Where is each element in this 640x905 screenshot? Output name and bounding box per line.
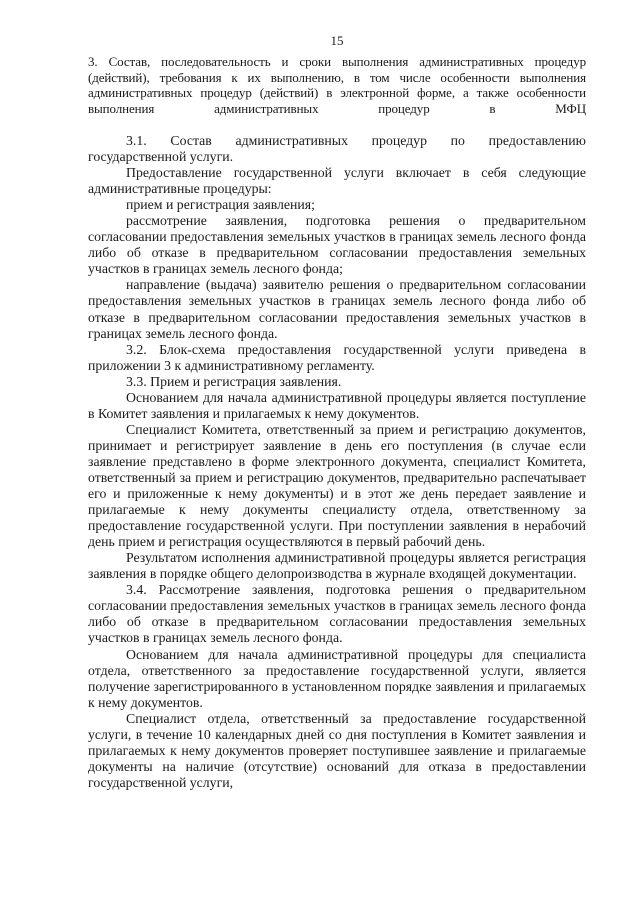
paragraph-3-3: 3.3. Прием и регистрация заявления.: [126, 373, 342, 389]
paragraph-basis-review: Основанием для начала административной процедуры для специалиста отдела, ответственного за предоставление государственной услуги, является получение зарегистрированного в установленном порядке заявления и прилагаемых к нему документов.: [88, 646, 586, 710]
paragraph-3-1: 3.1. Состав административных процедур по предоставлению государственной услуги.: [88, 133, 586, 165]
section-heading: 3. Состав, последовательность и сроки выполнения административных процедур (действий), требования к их выполнению, в том числе особенности выполнения административных процедур (действий) в электронной форме, а также особенности выполнения административных процедур в МФЦ: [88, 54, 586, 116]
paragraph-result-registration: Результатом исполнения административной процедуры является регистрация заявления в порядке общего делопроизводства в журнале входящей документации.: [88, 550, 586, 582]
list-item-reception: прием и регистрация заявления;: [126, 197, 315, 213]
paragraph-3-4: 3.4. Рассмотрение заявления, подготовка решения о предварительном согласовании предоставления земельных участков в границах земель лесного фонда либо об отказе в предварительном согласовании предоставления земельных участков в границах земель лесного фонда.: [88, 582, 586, 646]
paragraph-specialist-review: Специалист отдела, ответственный за предоставление государственной услуги, в течение 10 календарных дней со дня поступления в Комитет заявления и прилагаемых к нему документов проверяет поступившее заявление и прилагаемые документы на наличие (отсутствие) оснований для отказа в предоставлении государственной услуги,: [88, 710, 586, 790]
paragraph-specialist-registration: Специалист Комитета, ответственный за прием и регистрацию документов, принимает и регистрирует заявление в день его поступления (в случае если заявление представлено в форме электронного документа, специалист Комитета, ответственный за прием и регистрацию документов, предварительно распечатывает его и приложенные к нему документы) и в этот же день передает заявление и прилагаемые к нему документы специалисту отдела, ответственному за предоставление государственной услуги. При поступлении заявления в нерабочий день прием и регистрация осуществляются в первый рабочий день.: [88, 421, 586, 550]
paragraph-3-2: 3.2. Блок-схема предоставления государственной услуги приведена в приложении 3 к административному регламенту.: [88, 341, 586, 373]
document-body: [88, 133, 586, 791]
list-item-issuance: направление (выдача) заявителю решения о предварительном согласовании предоставления земельных участков в границах земель лесного фонда либо об отказе в предварительном согласовании предоставления земельных участков в границах земель лесного фонда.: [88, 277, 586, 341]
list-item-review: рассмотрение заявления, подготовка решения о предварительном согласовании предоставления земельных участков в границах земель лесного фонда либо об отказе в предварительном согласовании предоставления земельных участков в границах земель лесного фонда;: [88, 213, 586, 277]
paragraph-procedures-intro: Предоставление государственной услуги включает в себя следующие административные процедуры:: [88, 165, 586, 197]
page-number: 15: [330, 33, 344, 48]
paragraph-basis-reception: Основанием для начала административной процедуры является поступление в Комитет заявления и прилагаемых к нему документов.: [88, 389, 586, 421]
